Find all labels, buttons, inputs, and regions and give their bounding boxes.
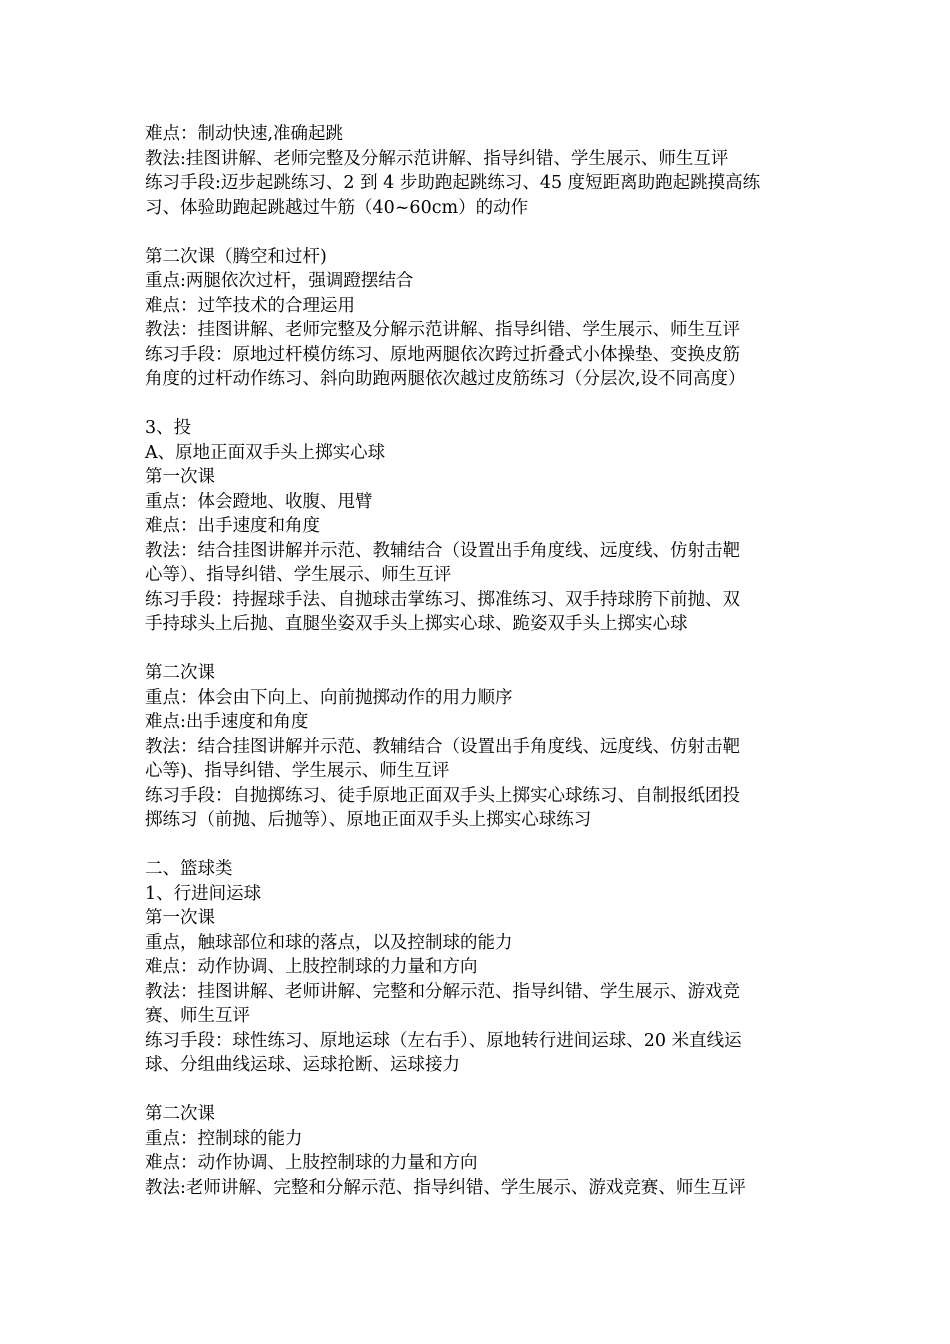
- text-line: 练习手段：自抛掷练习、徒手原地正面双手头上掷实心球练习、自制报纸团投: [145, 785, 740, 806]
- text-line: 角度的过杆动作练习、斜向助跑两腿依次越过皮筋练习（分层次,设不同高度）: [145, 369, 746, 389]
- text-line: 重点：体会蹬地、收腹、甩臂: [145, 491, 373, 512]
- text-line: 难点:出手速度和角度: [145, 712, 309, 732]
- text-line: 难点：出手速度和角度: [145, 516, 320, 536]
- text-line: 难点：动作协调、上肢控制球的力量和方向: [145, 957, 478, 977]
- blank-line: [145, 1078, 810, 1103]
- text-line: 心等)、指导纠错、学生展示、师生互评: [145, 761, 450, 781]
- text-line: 教法：结合挂图讲解并示范、教辅结合（设置出手角度线、远度线、仿射击靶: [145, 736, 740, 757]
- text-line: 教法：结合挂图讲解并示范、教辅结合（设置出手角度线、远度线、仿射击靶: [145, 540, 740, 561]
- text-line: A、原地正面双手头上掷实心球: [145, 442, 386, 463]
- text-line: 习、体验助跑起跳越过牛筋（40~60cm）的动作: [145, 197, 529, 218]
- text-line: 练习手段:迈步起跳练习、2 到 4 步助跑起跳练习、45 度短距离助跑起跳摸高练: [145, 173, 761, 193]
- text-line: 第一次课: [145, 467, 215, 487]
- text-line: 第二次课: [145, 663, 215, 683]
- text-line: 重点：控制球的能力: [145, 1128, 303, 1149]
- text-line: 第二次课（腾空和过杆): [145, 246, 327, 267]
- blank-line: [145, 833, 810, 858]
- text-line: 难点：动作协调、上肢控制球的力量和方向: [145, 1153, 478, 1173]
- text-line: 教法:挂图讲解、老师完整及分解示范讲解、指导纠错、学生展示、师生互评: [145, 148, 729, 169]
- text-line: 第二次课: [145, 1104, 215, 1124]
- text-line: 心等）、指导纠错、学生展示、师生互评: [145, 565, 452, 585]
- text-line: 1、行进间运球: [145, 883, 262, 904]
- text-line: 赛、师生互评: [145, 1006, 250, 1026]
- text-line: 第一次课: [145, 908, 215, 928]
- text-line: 掷练习（前抛、后抛等）、原地正面双手头上掷实心球练习: [145, 810, 592, 830]
- text-line: 难点：制动快速,准确起跳: [145, 124, 344, 144]
- text-line: 练习手段：持握球手法、自抛球击掌练习、掷准练习、双手持球胯下前抛、双: [145, 589, 740, 610]
- text-line: 难点：过竿技术的合理运用: [145, 295, 355, 316]
- blank-line: [145, 220, 810, 245]
- document-body: [145, 122, 810, 1200]
- text-line: 重点:两腿依次过杆，强调蹬摆结合: [145, 271, 414, 291]
- text-line: 手持球头上后抛、直腿坐姿双手头上掷实心球、跪姿双手头上掷实心球: [145, 614, 688, 634]
- text-line: 教法：挂图讲解、老师讲解、完整和分解示范、指导纠错、学生展示、游戏竞: [145, 981, 740, 1002]
- text-line: 练习手段：原地过杆模仿练习、原地两腿依次跨过折叠式小体操垫、变换皮筋: [145, 344, 740, 365]
- text-line: 二、篮球类: [145, 859, 233, 879]
- text-line: 3、投: [145, 418, 192, 438]
- text-line: 教法:老师讲解、完整和分解示范、指导纠错、学生展示、游戏竞赛、师生互评: [145, 1177, 746, 1198]
- blank-line: [145, 392, 810, 417]
- blank-line: [145, 637, 810, 662]
- text-line: 重点，触球部位和球的落点，以及控制球的能力: [145, 932, 513, 953]
- text-line: 教法：挂图讲解、老师完整及分解示范讲解、指导纠错、学生展示、师生互评: [145, 320, 740, 340]
- text-line: 球、分组曲线运球、运球抢断、运球接力: [145, 1055, 460, 1075]
- text-line: 练习手段：球性练习、原地运球（左右手）、原地转行进间运球、20 米直线运: [145, 1030, 742, 1051]
- text-line: 重点：体会由下向上、向前抛掷动作的用力顺序: [145, 687, 513, 708]
